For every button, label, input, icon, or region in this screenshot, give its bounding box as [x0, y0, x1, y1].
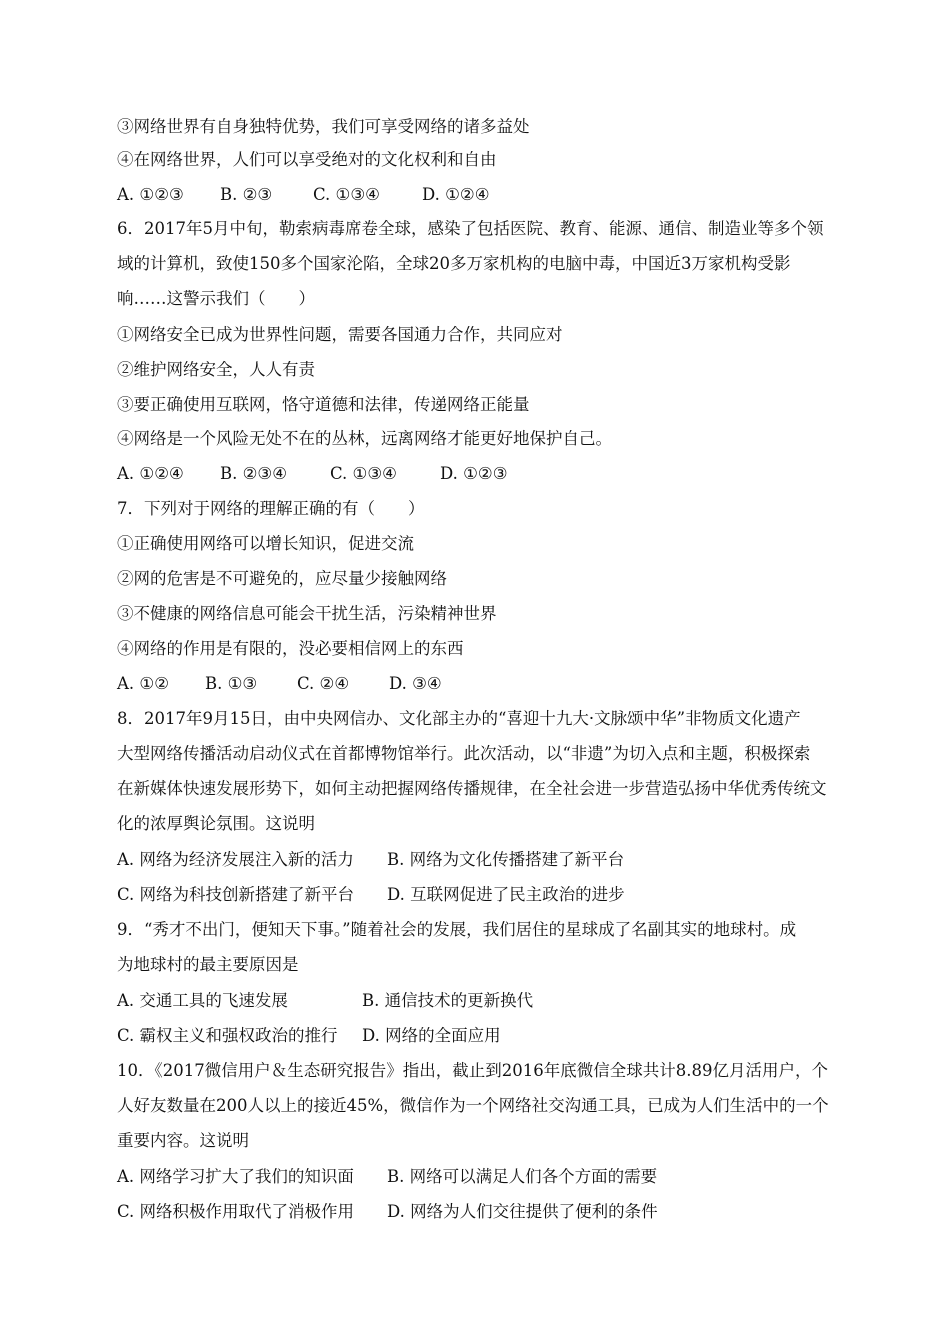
option-a: C. 网络积极作用取代了消极作用: [117, 1202, 355, 1221]
text-line: 6．2017年5月中旬，勒索病毒席卷全球，感染了包括医院、教育、能源、通信、制造业等多个领: [117, 219, 824, 238]
option-d: D. ③④: [389, 674, 442, 693]
option-a: C. 网络为科技创新搭建了新平台: [117, 885, 355, 904]
option-b: B. 网络为文化传播搭建了新平台: [387, 850, 625, 869]
option-a: A. 网络为经济发展注入新的活力: [117, 850, 354, 869]
option-a: A. ①②: [117, 674, 169, 693]
text-line: 9．“秀才不出门，便知天下事。”随着社会的发展，我们居住的星球成了名副其实的地球村。成: [117, 920, 797, 939]
text-line: 人好友数量在200人以上的接近45%，微信作为一个网络社交沟通工具，已成为人们生活中的一个: [117, 1096, 829, 1115]
option-b: D. 网络为人们交往提供了便利的条件: [387, 1202, 658, 1221]
option-b: D. 网络的全面应用: [362, 1026, 501, 1045]
text-line: ③网络世界有自身独特优势，我们可享受网络的诸多益处: [117, 117, 530, 136]
option-b: B. ②③: [220, 185, 273, 204]
text-line: 大型网络传播活动启动仪式在首都博物馆举行。此次活动，以“非遗”为切入点和主题，积极探索: [117, 744, 811, 763]
option-a: A. ①②③: [117, 185, 184, 204]
option-a: A. 交通工具的飞速发展: [117, 991, 288, 1010]
text-line: ②网的危害是不可避免的，应尽量少接触网络: [117, 569, 447, 588]
text-line: ①正确使用网络可以增长知识，促进交流: [117, 534, 414, 553]
text-line: 8．2017年9月15日，由中央网信办、文化部主办的“喜迎十九大·文脉颂中华”非物质文化遗产: [117, 709, 801, 728]
option-a: A. ①②④: [117, 464, 184, 483]
text-line: ③不健康的网络信息可能会干扰生活，污染精神世界: [117, 604, 497, 623]
option-a: C. 霸权主义和强权政治的推行: [117, 1026, 338, 1045]
text-line: 化的浓厚舆论氛围。这说明: [117, 814, 315, 833]
text-line: ②维护网络安全，人人有责: [117, 360, 315, 379]
option-c: C. ②④: [297, 674, 350, 693]
text-line: ①网络安全已成为世界性问题，需要各国通力合作，共同应对: [117, 325, 563, 344]
option-a: A. 网络学习扩大了我们的知识面: [117, 1167, 354, 1186]
text-line: ④网络是一个风险无处不在的丛林，远离网络才能更好地保护自己。: [117, 429, 612, 448]
option-b: D. 互联网促进了民主政治的进步: [387, 885, 625, 904]
text-line: ④在网络世界，人们可以享受绝对的文化权利和自由: [117, 150, 497, 169]
text-line: 在新媒体快速发展形势下，如何主动把握网络传播规律，在全社会进一步营造弘扬中华优秀传统文: [117, 779, 827, 798]
option-c: C. ①③④: [313, 185, 380, 204]
option-d: D. ①②③: [440, 464, 508, 483]
text-line: ③要正确使用互联网，恪守道德和法律，传递网络正能量: [117, 395, 530, 414]
text-line: 7．下列对于网络的理解正确的有（ ）: [117, 499, 425, 518]
text-line: 10．《2017微信用户＆生态研究报告》指出，截止到2016年底微信全球共计8.89亿月活用户，个: [117, 1061, 828, 1080]
option-b: B. 网络可以满足人们各个方面的需要: [387, 1167, 658, 1186]
option-c: C. ①③④: [330, 464, 397, 483]
text-line: ④网络的作用是有限的，没必要相信网上的东西: [117, 639, 464, 658]
text-line: 重要内容。这说明: [117, 1131, 249, 1150]
text-line: 响……这警示我们（ ）: [117, 289, 315, 308]
option-b: B. 通信技术的更新换代: [362, 991, 534, 1010]
text-line: 为地球村的最主要原因是: [117, 955, 299, 974]
option-b: B. ①③: [205, 674, 258, 693]
text-line: 域的计算机，致使150多个国家沦陷，全球20多万家机构的电脑中毒，中国近3万家机构受影: [117, 254, 791, 273]
option-b: B. ②③④: [220, 464, 287, 483]
option-d: D. ①②④: [422, 185, 490, 204]
